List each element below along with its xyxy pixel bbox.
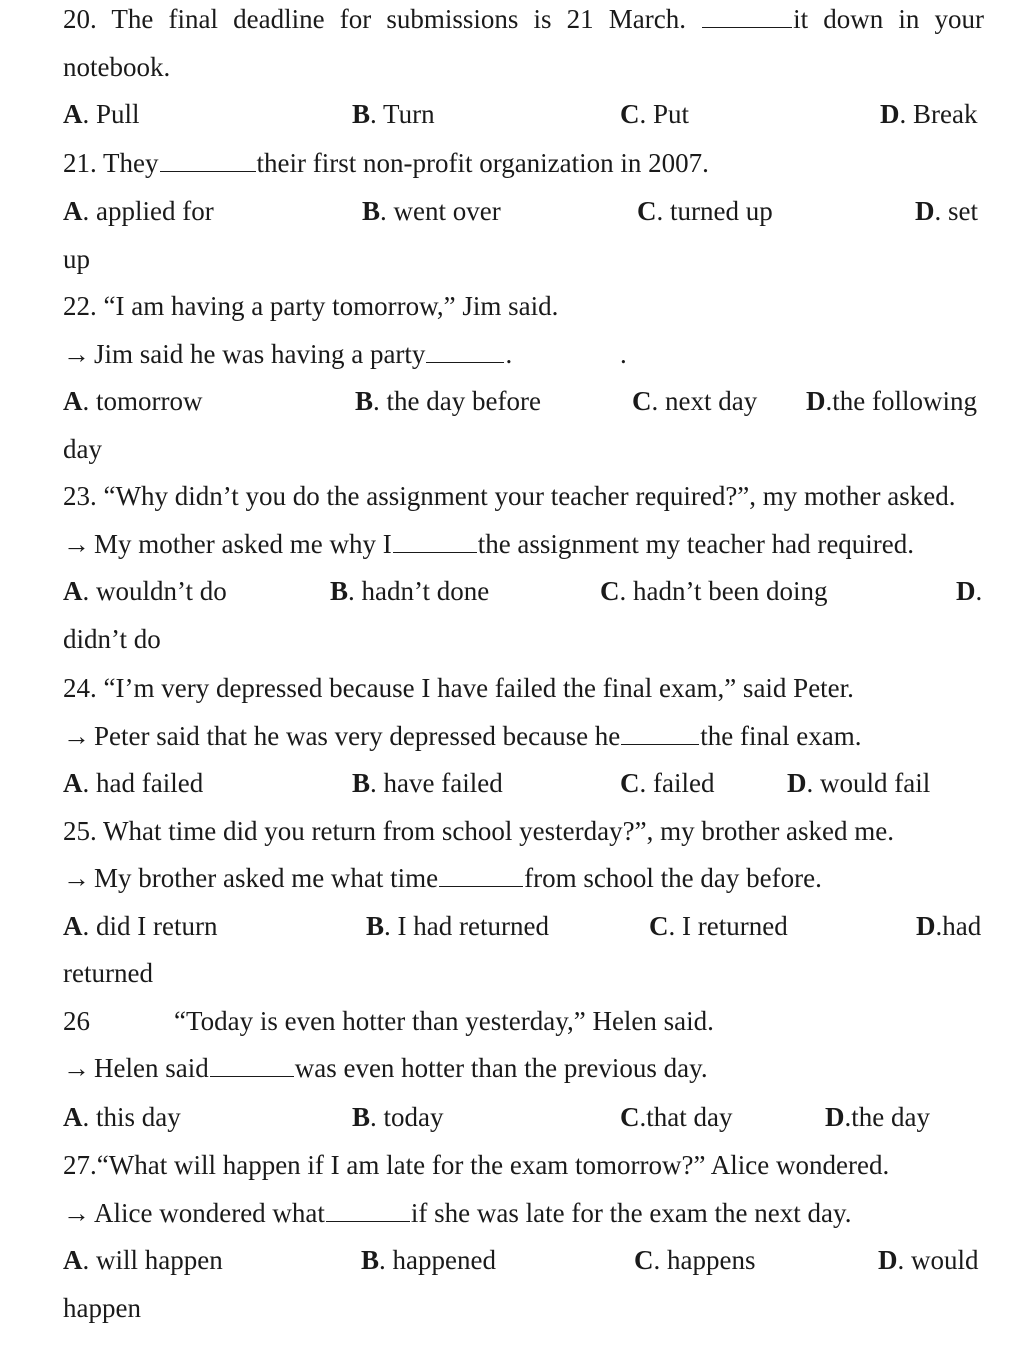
option-d-continued: returned xyxy=(63,958,153,988)
option-a: A. will happen xyxy=(63,1245,223,1275)
option-c: C.that day xyxy=(620,1102,733,1132)
option-b: B. Turn xyxy=(352,99,435,129)
question-text: They xyxy=(103,148,159,178)
option-a: A. did I return xyxy=(63,911,218,941)
option-c: C. next day xyxy=(632,386,758,416)
question-24-transform: → Peter said that he was very depressed because he the final exam. xyxy=(63,721,862,751)
answer-blank xyxy=(426,340,504,363)
option-d-continued: happen xyxy=(63,1293,141,1323)
question-23-transform: → My mother asked me why I the assignment my teacher had required. xyxy=(63,529,915,559)
question-22-stem xyxy=(63,289,984,323)
answer-blank xyxy=(393,530,477,553)
option-c: C. hadn’t been doing xyxy=(600,576,828,606)
question-23-stem xyxy=(63,479,984,513)
question-text: it down in your xyxy=(793,4,985,34)
question-number: 21. xyxy=(63,148,97,178)
answer-blank xyxy=(160,149,256,172)
question-27-transform: → Alice wondered what if she was late for the exam the next day. xyxy=(63,1198,852,1228)
question-22-transform: → Jim said he was having a party . xyxy=(63,339,513,369)
option-c: C. happens xyxy=(634,1245,756,1275)
question-text: “What will happen if I am late for the exam tomorrow?” Alice wondered. xyxy=(96,1150,890,1180)
question-text: “Why didn’t you do the assignment your teacher required?”, my mother asked. xyxy=(103,481,956,511)
answer-blank xyxy=(210,1054,294,1077)
question-20-stem-continued: notebook. xyxy=(63,52,171,82)
question-24-stem xyxy=(63,671,984,705)
question-text: “I am having a party tomorrow,” Jim said. xyxy=(103,291,559,321)
option-a: A. this day xyxy=(63,1102,181,1132)
option-c: C. failed xyxy=(620,768,715,798)
question-number: 20. xyxy=(63,4,97,34)
question-number: 25. xyxy=(63,816,97,846)
option-d-continued: didn’t do xyxy=(63,624,161,654)
option-d: D.the day xyxy=(825,1102,930,1132)
option-b: B. have failed xyxy=(352,768,503,798)
answer-blank xyxy=(702,5,792,28)
option-d: D. would fail xyxy=(787,768,931,798)
option-c: C. turned up xyxy=(637,196,773,226)
question-26-transform: → Helen said was even hotter than the previous day. xyxy=(63,1053,708,1083)
answer-blank xyxy=(439,864,523,887)
question-number: 24. xyxy=(63,673,97,703)
option-d: D.had xyxy=(916,911,982,941)
question-text: The final deadline for submissions is 21 March. xyxy=(111,4,686,34)
question-number: 27. xyxy=(63,1150,97,1180)
question-20-stem xyxy=(63,2,984,36)
option-b: B. hadn’t done xyxy=(330,576,490,606)
question-25-transform: → My brother asked me what time from school the day before. xyxy=(63,863,822,893)
option-d: D. set xyxy=(915,196,978,226)
question-text: “I’m very depressed because I have failed the final exam,” said Peter. xyxy=(103,673,854,703)
option-d: D. would xyxy=(878,1245,979,1275)
question-26-stem: “Today is even hotter than yesterday,” Helen said. xyxy=(174,1006,714,1036)
option-a: A. wouldn’t do xyxy=(63,576,227,606)
option-c: C. Put xyxy=(620,99,690,129)
arrow-icon: → xyxy=(63,1198,90,1228)
arrow-icon: → xyxy=(63,1053,90,1083)
option-b: B. happened xyxy=(361,1245,496,1275)
option-b: B. the day before xyxy=(355,386,541,416)
option-a: A. applied for xyxy=(63,196,214,226)
question-number: 22. xyxy=(63,291,97,321)
option-a: A. had failed xyxy=(63,768,204,798)
question-25-stem xyxy=(63,814,984,848)
option-d: D.the following xyxy=(806,386,977,416)
option-d: D. xyxy=(956,576,983,606)
question-number: 23. xyxy=(63,481,97,511)
arrow-icon: → xyxy=(63,529,90,559)
arrow-icon: → xyxy=(63,721,90,751)
option-b: B. went over xyxy=(362,196,501,226)
option-c: C. I returned xyxy=(649,911,788,941)
option-d: D. Break xyxy=(880,99,978,129)
question-27-stem xyxy=(63,1148,984,1182)
arrow-icon: → xyxy=(63,339,90,369)
option-d-continued: up xyxy=(63,244,90,274)
question-21-stem xyxy=(63,146,984,180)
option-b: B. I had returned xyxy=(366,911,549,941)
question-number: 26 xyxy=(63,1006,90,1036)
question-text: their first non-profit organization in 2007. xyxy=(256,148,709,178)
option-b: B. today xyxy=(352,1102,444,1132)
option-a: A. Pull xyxy=(63,99,140,129)
question-text: What time did you return from school yesterday?”, my brother asked me. xyxy=(103,816,895,846)
arrow-icon: → xyxy=(63,863,90,893)
answer-blank xyxy=(621,722,699,745)
stray-dot: . xyxy=(620,339,627,369)
option-d-continued: day xyxy=(63,434,102,464)
answer-blank xyxy=(326,1199,410,1222)
option-a: A. tomorrow xyxy=(63,386,203,416)
